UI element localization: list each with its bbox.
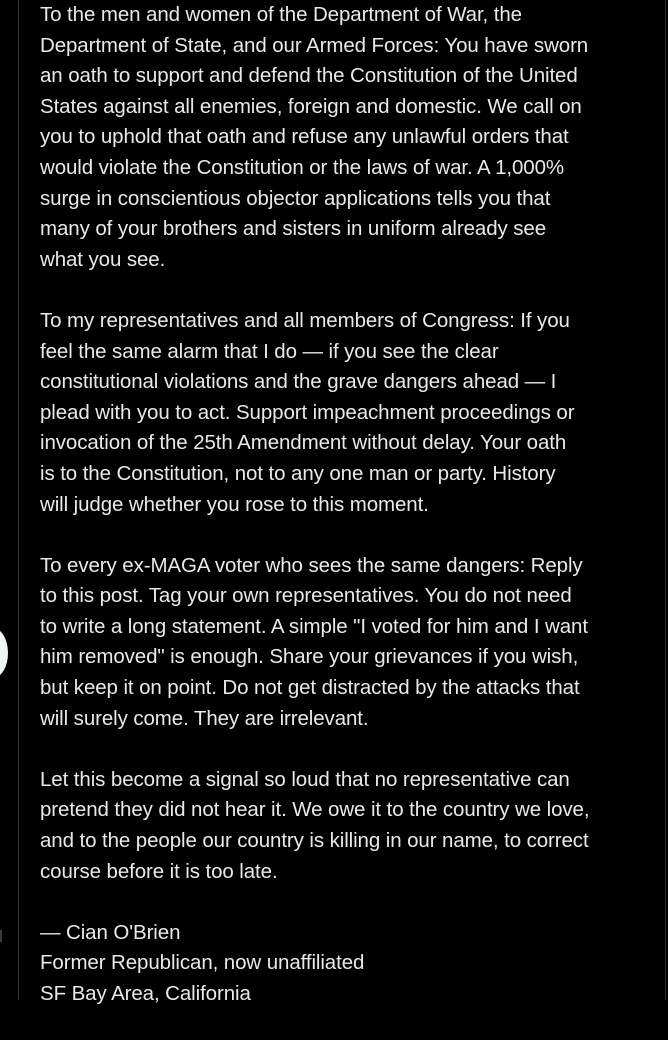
post-text [40,0,655,1040]
signature-location: SF Bay Area, California [40,982,251,1005]
text-line: to this post. Tag your own representatives. You do not need [40,584,572,608]
text-line: invocation of the 25th Amendment without delay. Your oath [40,431,567,455]
signature-block [40,918,655,1010]
signature-name: — Cian O'Brien [40,920,181,944]
text-line: States against all enemies, foreign and domestic. We call on [40,94,582,118]
text-line: to write a long statement. A simple "I voted for him and I want [40,614,588,638]
text-line: course before it is too late. [40,859,278,883]
text-line: will surely come. They are irrelevant. [40,706,369,730]
text-line: feel the same alarm that I do — if you see the clear [40,339,499,363]
text-line: Department of State, and our Armed Forces: You have sworn [40,33,589,57]
text-line: would violate the Constitution or the laws of war. A 1,000% [40,155,564,179]
text-line: To the men and women of the Department of War, the [40,3,522,26]
text-line: but keep it on point. Do not get distracted by the attacks that [40,676,580,700]
text-line: plead with you to act. Support impeachment proceedings or [40,400,575,424]
paragraph-signal [40,765,655,887]
paragraph-armed-forces [40,0,655,275]
text-line: To every ex-MAGA voter who sees the same dangers: Reply [40,553,583,577]
text-line: an oath to support and defend the Constitution of the United [40,64,578,88]
text-line: pretend they did not hear it. We owe it to the country we love, [40,798,590,822]
text-line: and to the people our country is killing in our name, to correct [40,829,589,853]
text-line: is to the Constitution, not to any one man or party. History [40,461,556,485]
post-column [18,0,666,1005]
paragraph-voters [40,551,655,735]
text-line: surge in conscientious objector applications tells you that [40,186,551,210]
signature-affiliation: Former Republican, now unaffiliated [40,951,365,975]
partial-avatar[interactable] [0,628,8,678]
text-line: many of your brothers and sisters in uniform already see [40,217,546,241]
partial-sidebar-element [0,930,2,942]
text-line: you to uphold that oath and refuse any unlawful orders that [40,125,569,149]
text-line: constitutional violations and the grave dangers ahead — I [40,370,557,394]
text-line: To my representatives and all members of Congress: If you [40,308,570,332]
text-line: Let this become a signal so loud that no representative can [40,767,570,791]
text-line: will judge whether you rose to this moment. [40,492,429,516]
paragraph-congress [40,306,655,520]
text-line: what you see. [40,247,166,271]
text-line: him removed" is enough. Share your grievances if you wish, [40,645,579,669]
